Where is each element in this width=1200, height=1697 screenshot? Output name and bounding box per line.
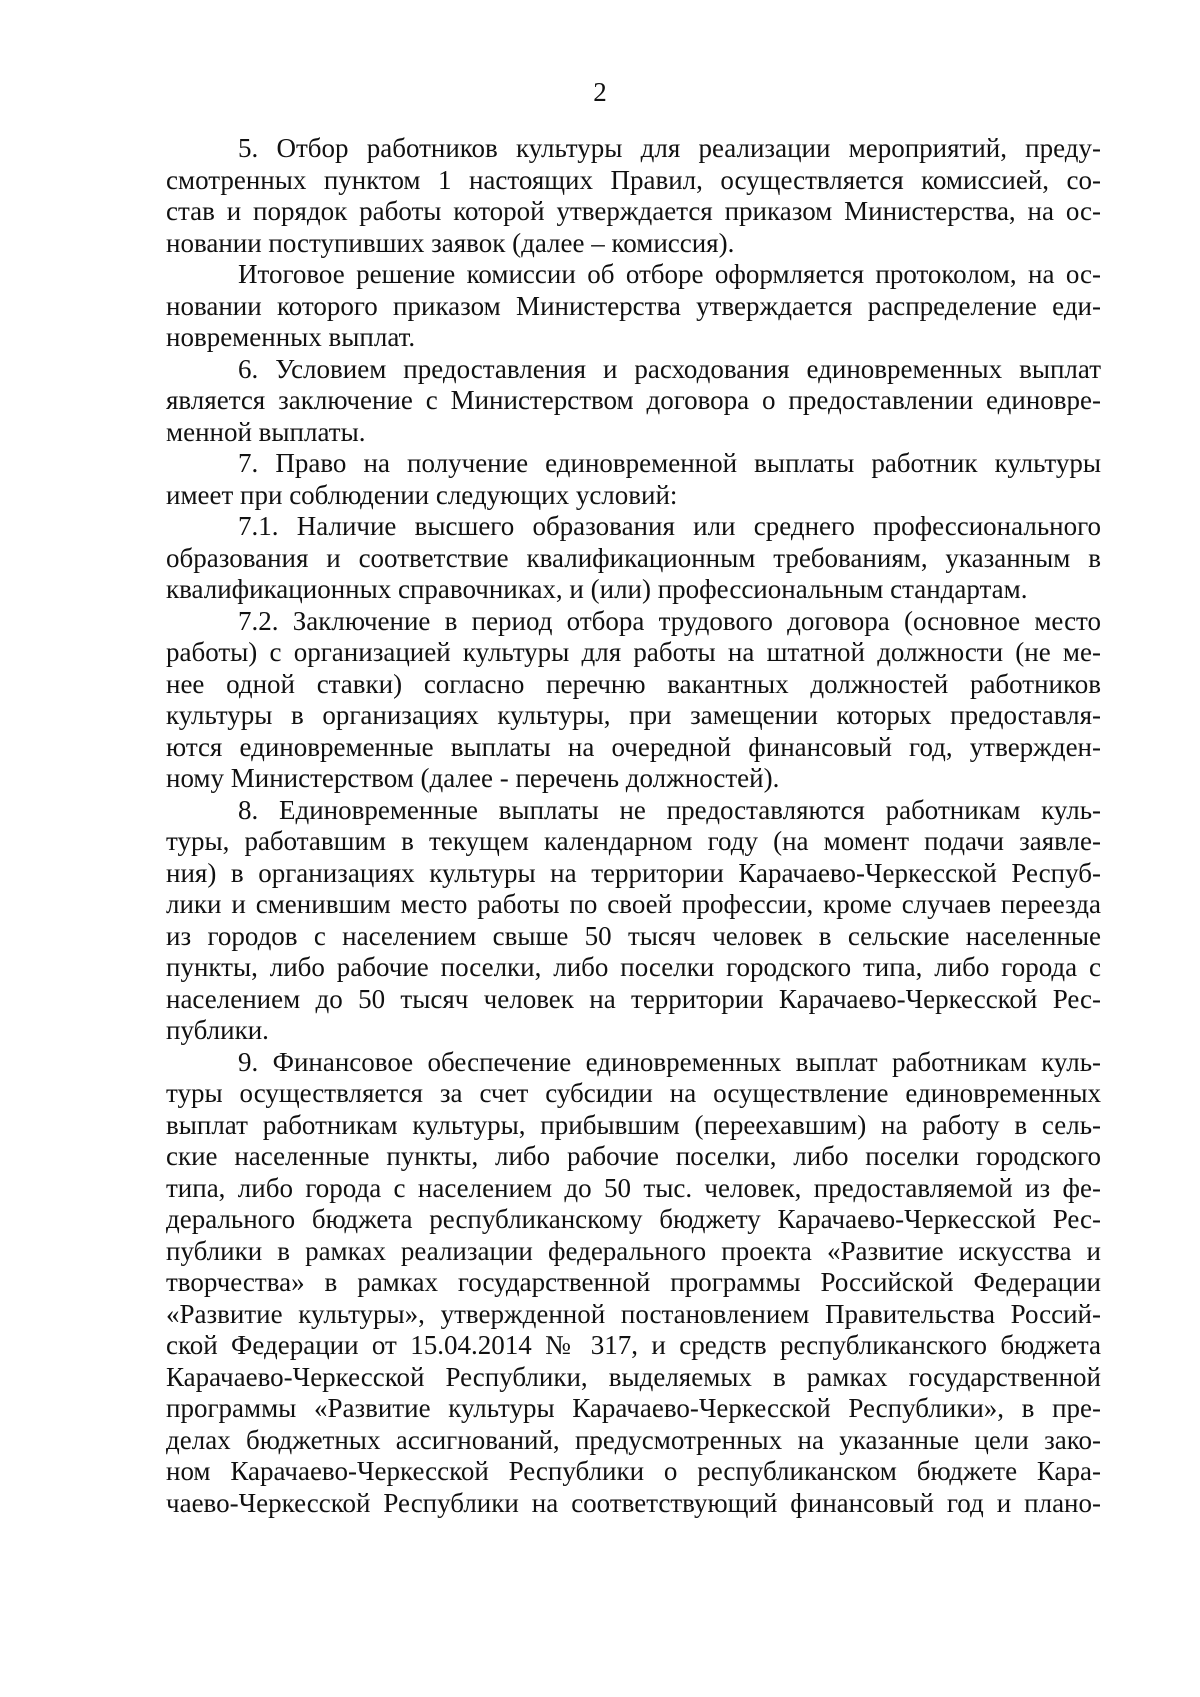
text-line: ские населенные пункты, либо рабочие поселки, либо поселки городского [166,1141,1101,1171]
text-line: новании поступивших заявок (далее – комиссия). [166,227,735,258]
text-line: «Развитие культуры», утвержденной постановлением Правительства Россий- [166,1298,1101,1329]
document-body [166,133,1101,1519]
text-line: ской Федерации от 15.04.2014 № 317, и средств республиканского бюджета [166,1330,1101,1360]
text-line: туры осуществляется за счет субсидии на осуществление единовременных [166,1078,1101,1108]
paragraph-first-line: 5. Отбор работников культуры для реализации мероприятий, преду- [238,133,1101,163]
text-line: нее одной ставки) согласно перечню вакантных должностей работников [166,668,1101,699]
paragraph-first-line: 7.2. Заключение в период отбора трудового договора (основное место [238,605,1101,636]
text-line: населением до 50 тысяч человек на территории Карачаево-Черкесской Рес- [166,983,1101,1014]
text-line: ном Карачаево-Черкесской Республики о республиканском бюджете Кара- [166,1456,1101,1486]
text-line: типа, либо города с населением до 50 тыс. человек, предоставляемой из фе- [166,1172,1101,1203]
text-line: став и порядок работы которой утверждается приказом Министерства, на ос- [166,196,1101,226]
text-line: новременных выплат. [166,322,416,352]
text-line: ному Министерством (далее - перечень должностей). [166,763,780,793]
paragraph-first-line: 7.1. Наличие высшего образования или среднего профессионального [238,511,1101,541]
text-line: публики в рамках реализации федерального проекта «Развитие искусства и [166,1235,1101,1266]
text-line: чаево-Черкесской Республики на соответствующий финансовый год и плано- [166,1487,1101,1518]
text-line: публики. [166,1015,269,1045]
text-line: ются единовременные выплаты на очередной финансовый год, утвержден- [166,731,1101,762]
text-line: квалификационных справочниках, и (или) профессиональным стандартам. [166,574,1028,604]
text-line: туры, работавшим в текущем календарном году (на момент подачи заявле- [166,826,1101,856]
paragraph-first-line: 9. Финансовое обеспечение единовременных выплат работникам куль- [238,1046,1101,1077]
text-line: пункты, либо рабочие поселки, либо поселки городского типа, либо города с [166,952,1101,982]
text-line: менной выплаты. [166,416,366,447]
page-number: 2 [593,77,607,107]
text-line: из городов с населением свыше 50 тысяч человек в сельские населенные [166,920,1101,951]
text-line: является заключение с Министерством договора о предоставлении единовре- [166,385,1101,415]
text-line: выплат работникам культуры, прибывшим (переехавшим) на работу в сель- [166,1109,1101,1140]
text-line: новании которого приказом Министерства утверждается распределение еди- [166,290,1101,321]
text-line: дерального бюджета республиканскому бюджету Карачаево-Черкесской Рес- [166,1204,1101,1234]
paragraph-first-line: 8. Единовременные выплаты не предоставляются работникам куль- [238,794,1101,825]
text-line: образования и соответствие квалификационным требованиям, указанным в [166,542,1101,573]
text-line: смотренных пунктом 1 настоящих Правил, осуществляется комиссией, со- [166,164,1101,195]
text-line: творчества» в рамках государственной программы Российской Федерации [166,1267,1101,1297]
paragraph-first-line: Итоговое решение комиссии об отборе оформляется протоколом, на ос- [238,259,1101,289]
text-line: ния) в организациях культуры на территории Карачаево-Черкесской Респуб- [166,857,1101,888]
text-line: работы) с организацией культуры для работы на штатной должности (не ме- [166,637,1101,667]
paragraph-first-line: 7. Право на получение единовременной выплаты работник культуры [238,448,1101,478]
text-line: лики и сменившим место работы по своей профессии, кроме случаев переезда [166,889,1101,919]
text-line: делах бюджетных ассигнований, предусмотренных на указанные цели зако- [166,1424,1101,1455]
text-line: Карачаево-Черкесской Республики, выделяемых в рамках государственной [166,1361,1101,1392]
paragraph-first-line: 6. Условием предоставления и расходования единовременных выплат [238,353,1101,384]
text-line: программы «Развитие культуры Карачаево-Черкесской Республики», в пре- [166,1393,1101,1423]
text-line: культуры в организациях культуры, при замещении которых предоставля- [166,700,1101,730]
text-line: имеет при соблюдении следующих условий: [166,479,678,510]
